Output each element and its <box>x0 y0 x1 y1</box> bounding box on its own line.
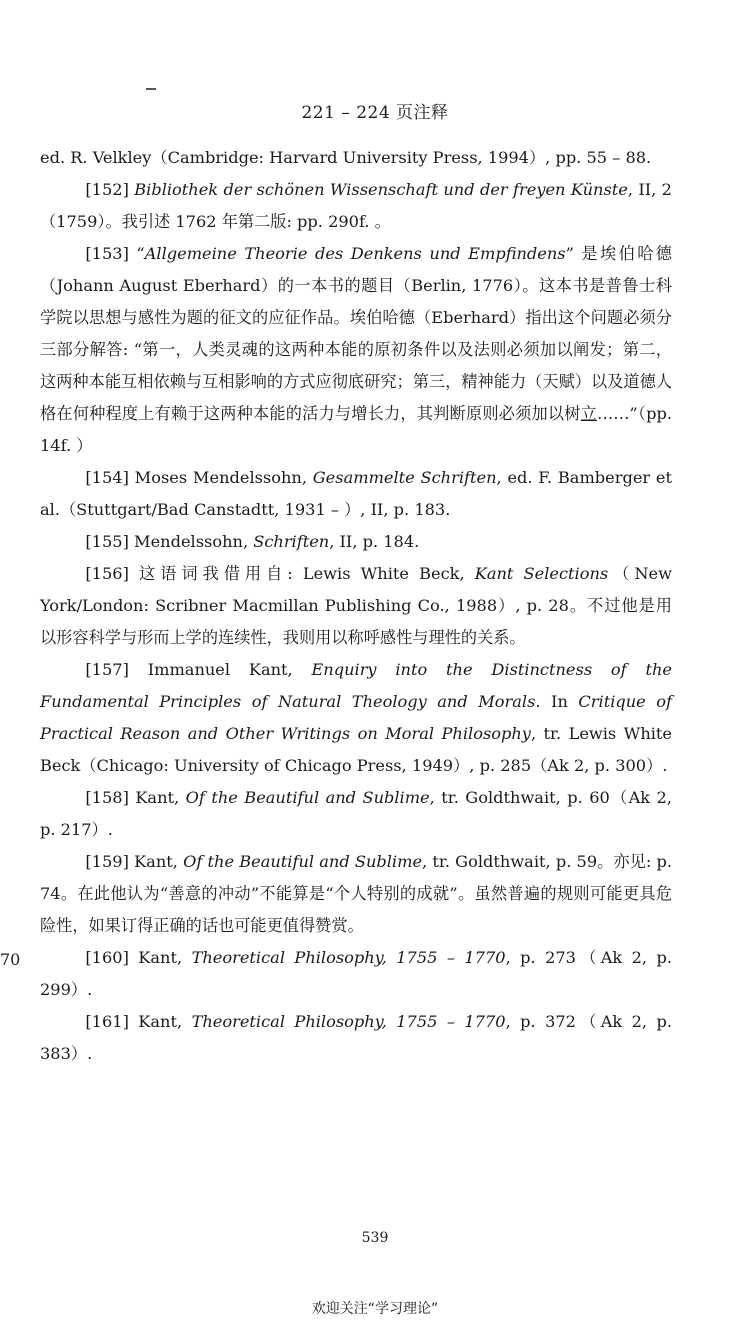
endnote-text-run: , tr. Goldthwait, p. 60（Ak 2, p. 217）. <box>40 788 672 839</box>
endnote-160 <box>40 942 672 1006</box>
endnote-text-run: ” 是埃伯哈德（Johann August Eberhard）的一本书的题目（Berlin, 1776）。这本书是普鲁士科学院以思想与感性为题的征文的应征作品。埃伯哈德（Eberhard）指出这个问题必须分三部分解答: “第一，人类灵魂的这两种本能的原初条件以及法则必须加以阐发；第二，这两种本能互相依赖与互相影响的方式应彻底研究；第三，精神能力（天赋）以及道德人格在何种程度上有赖于这两种本能的活力与增长力，其判断原则必须加以树 <box>40 244 672 423</box>
endnote-text-run: In <box>540 692 579 711</box>
endnote-text-run: [161] Kant, <box>85 1012 192 1031</box>
endnote-158 <box>40 782 672 846</box>
endnote-continuation <box>40 142 672 174</box>
endnote-156 <box>40 558 672 654</box>
stray-print-mark <box>146 88 156 90</box>
endnote-text-run: [156] 这语词我借用自: Lewis White Beck, <box>85 564 475 583</box>
endnote-text-run: [160] Kant, <box>85 948 192 967</box>
endnote-text-run: Allgemeine Theorie des Denkens und Empfindens <box>144 244 566 263</box>
endnote-text-run: Critique of Practical Reason and Other Writings on Moral Philosophy <box>40 692 672 743</box>
endnote-text-run: , II, 2（1759）。我引述 1762 年第二版: pp. 290f. 。 <box>40 180 672 231</box>
endnote-text-run: ed. R. Velkley（Cambridge: Harvard University Press, 1994）, pp. 55 – 88. <box>40 148 652 167</box>
endnotes-list <box>40 142 672 1070</box>
endnote-153 <box>40 238 672 462</box>
endnote-text-run: [159] Kant, <box>85 852 184 871</box>
running-header: 221 – 224 页注释 <box>301 103 449 123</box>
endnote-text-run: Kant Selections <box>474 564 609 583</box>
endnote-text-run: , tr. Goldthwait, p. 59。亦见: p. 74。在此他认为“善意的冲动”不能算是“个人特别的成就”。虽然普遍的规则可能更具危险性，如果订得正确的话也可能更值得赞赏。 <box>40 852 673 935</box>
endnote-text-run: [153] “ <box>85 244 145 263</box>
endnote-text-run: , p. 273（Ak 2, p. 299）. <box>40 948 673 999</box>
page-number: 539 <box>361 1230 389 1246</box>
endnote-text-run: [152] <box>85 180 135 199</box>
endnote-text-run: ……”（pp. 14f. ） <box>40 404 673 455</box>
endnote-text-run: Of the Beautiful and Sublime <box>185 788 430 807</box>
endnote-text-run: [157] Immanuel Kant, <box>85 660 312 679</box>
endnote-161 <box>40 1006 672 1070</box>
endnote-text-run: 立 <box>580 404 598 423</box>
endnote-text-run: , tr. Lewis White Beck（Chicago: University of Chicago Press, 1949）, p. 285（Ak 2, p. 300）. <box>40 724 673 775</box>
endnote-text-run: , p. 372（Ak 2, p. 383）. <box>40 1012 673 1063</box>
endnote-text-run: , II, p. 184. <box>329 532 420 551</box>
endnote-text-run: （New York/London: Scribner Macmillan Publishing Co., 1988）, p. 28。不过他是用以形容科学与形而上学的连续性，我则用以称呼感性与理性的关系。 <box>40 564 672 647</box>
endnote-157 <box>40 654 672 782</box>
endnote-text-run: [154] Moses Mendelssohn, <box>85 468 313 487</box>
endnote-154 <box>40 462 672 526</box>
endnote-text-run: Schriften <box>253 532 330 551</box>
endnote-text-run: Enquiry into the Distinctness of the Fundamental Principles of Natural Theology and Morals. <box>40 660 672 711</box>
endnote-text-run: Theoretical Philosophy, 1755 – 1770 <box>191 948 506 967</box>
endnote-152 <box>40 174 672 238</box>
endnote-text-run: [155] Mendelssohn, <box>85 532 254 551</box>
endnote-159 <box>40 846 672 942</box>
endnote-text-run: Gesammelte Schriften <box>312 468 497 487</box>
endnote-text-run: Of the Beautiful and Sublime <box>183 852 423 871</box>
endnote-155 <box>40 526 672 558</box>
footer-watermark-text: 欢迎关注“学习理论” <box>311 1301 439 1317</box>
endnote-text-run: , ed. F. Bamberger et al.（Stuttgart/Bad Canstadtt, 1931 – ）, II, p. 183. <box>40 468 673 519</box>
endnote-text-run: [158] Kant, <box>85 788 186 807</box>
margin-page-reference: 70 <box>0 950 21 969</box>
endnote-text-run: Theoretical Philosophy, 1755 – 1770 <box>191 1012 506 1031</box>
endnote-text-run: Bibliothek der schönen Wissenschaft und der freyen Künste <box>134 180 628 199</box>
